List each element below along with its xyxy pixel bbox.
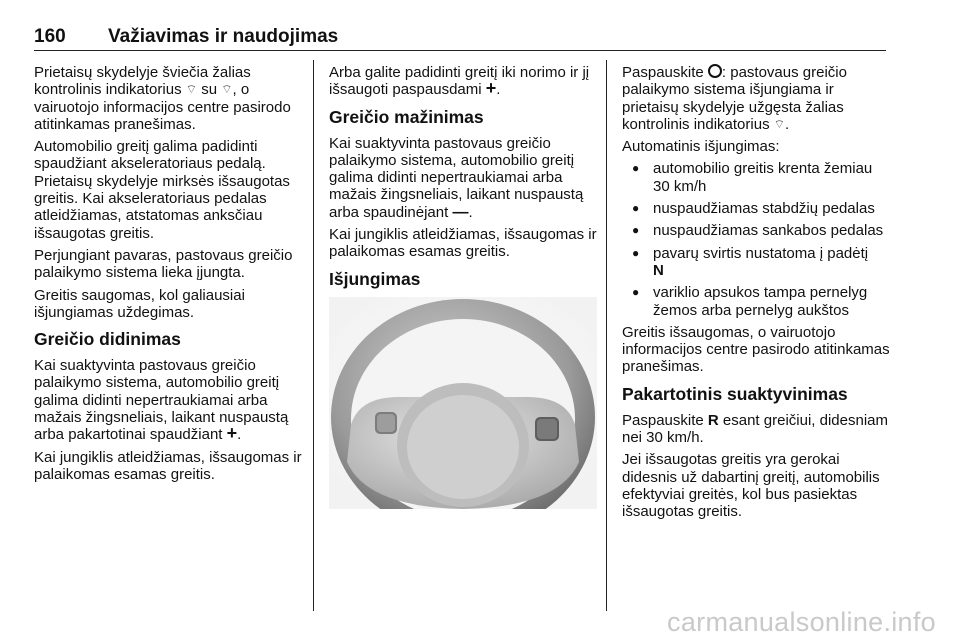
paragraph: Perjungiant pavaras, pastovaus greičio palaikymo sistema lieka įjungta.: [34, 246, 293, 282]
paragraph: Kai jungiklis atleidžiamas, išsaugomas ir palaikomas esamas greitis.: [329, 226, 597, 261]
page-title: Važiavimas ir naudojimas: [108, 26, 339, 47]
minus-icon: —: [452, 203, 469, 221]
text: Arba galite padidinti greitį iki norimo ir jį išsaugoti paspausdami: [329, 64, 590, 99]
paragraph: Automobilio greitį galima padidinti spaudžiant akseleratoriaus pedalą. Prietaisų skydelyje mirksės išsaugotas greitis. Kai akseleratoriaus pedalas atleidžiamas, atstatomas anksčiau išsaugotas greitis.: [34, 138, 290, 242]
cruise-off-icon: [708, 64, 722, 78]
section-heading: Greičio mažinimas: [329, 106, 484, 127]
page-header: [34, 26, 886, 51]
list-item: ● variklio apsukos tampa pernelyg žemos arba pernelyg aukštos: [622, 284, 890, 319]
column-2: [329, 64, 599, 509]
watermark: carmanualsonline.info: [667, 607, 936, 637]
paragraph: [34, 64, 304, 133]
paragraph: Greitis saugomas, kol galiausiai išjungiamas uždegimas.: [34, 286, 245, 321]
section-heading: Pakartotinis suaktyvinimas: [622, 383, 848, 404]
page-number: 160: [34, 26, 66, 47]
plus-icon: +: [226, 423, 238, 444]
text: Kai suaktyvinta pastovaus greičio palaikymo sistema, automobilio greitį galima didinti nepertraukiamai arba mažais žingsneliais, laikant nuspaustą arba pakartotinai spaudžiant: [34, 357, 289, 444]
section-heading: Išjungimas: [329, 268, 421, 289]
paragraph: Arba galite padidinti greitį iki norimo ir jį išsaugoti paspausdami +.: [329, 64, 590, 99]
paragraph: Automatinis išjungimas:: [622, 138, 780, 156]
text: Paspauskite: [622, 411, 704, 429]
plus-icon: +: [485, 78, 497, 99]
column-3: [622, 64, 890, 526]
text: , o vairuotojo informacijos centre pasirodo atitinkamas pranešimas.: [34, 81, 291, 133]
text: : pastovaus greičio palaikymo sistema išjungiama ir prietaisų skydelyje užgęsta žalias kontrolinis indikatorius: [622, 64, 847, 133]
column-1: [34, 64, 304, 488]
list-item: [622, 245, 890, 280]
gear-label: N: [653, 261, 664, 279]
text: pavarų svirtis nustatoma į padėtį: [653, 244, 869, 262]
cruise-control-indicator-icon: ⌔: [221, 82, 233, 97]
text: esant greičiui, didesniam nei 30 km/h.: [622, 411, 888, 447]
column-divider: [606, 60, 607, 611]
text: Prietaisų skydelyje šviečia žalias kontrolinis indikatorius: [34, 64, 251, 99]
column-divider: [313, 60, 314, 611]
list-item: ● nuspaudžiamas stabdžių pedalas: [622, 200, 890, 217]
steering-wheel-image: [329, 297, 597, 509]
paragraph: Jei išsaugotas greitis yra gerokai didesnis už dabartinį greitį, automobilis efektyviai greitės, kol bus pasiektas išsaugotas greitis.: [622, 451, 880, 521]
section-heading: Greičio didinimas: [34, 329, 181, 350]
text: Paspauskite: [622, 64, 704, 81]
paragraph: [622, 412, 890, 447]
text: su: [201, 81, 218, 99]
cruise-control-indicator-icon: ⌔: [773, 116, 786, 131]
list-item: ● automobilio greitis krenta žemiau 30 km/h: [622, 160, 890, 195]
paragraph: Kai jungiklis atleidžiamas, išsaugomas ir palaikomas esamas greitis.: [34, 448, 302, 483]
paragraph: Kai suaktyvinta pastovaus greičio palaikymo sistema, automobilio greitį galima didinti nepertraukiamai arba mažais žingsneliais, laikant nuspaustą arba spaudinėjant —.: [329, 134, 584, 221]
steering-wheel-icon: [329, 297, 597, 509]
list-item: ● nuspaudžiamas sankabos pedalas: [622, 222, 890, 239]
cruise-control-indicator-icon: ⌔: [185, 82, 198, 97]
paragraph: Kai suaktyvinta pastovaus greičio palaikymo sistema, automobilio greitį galima didinti nepertraukiamai arba mažais žingsneliais, laikant nuspaustą arba pakartotinai spaudžiant +.: [34, 357, 289, 444]
resume-key-label: R: [707, 411, 719, 429]
paragraph: Paspauskite : pastovaus greičio palaikymo sistema išjungiama ir prietaisų skydelyje užgęsta žalias kontrolinis indikatorius ⌔.: [622, 64, 847, 133]
text: Kai suaktyvinta pastovaus greičio palaikymo sistema, automobilio greitį galima didinti nepertraukiamai arba mažais žingsneliais, laikant nuspaustą arba spaudinėjant: [329, 134, 584, 221]
auto-off-list: [622, 160, 890, 318]
paragraph: Greitis išsaugomas, o vairuotojo informacijos centre pasirodo atitinkamas pranešimas.: [622, 323, 890, 376]
